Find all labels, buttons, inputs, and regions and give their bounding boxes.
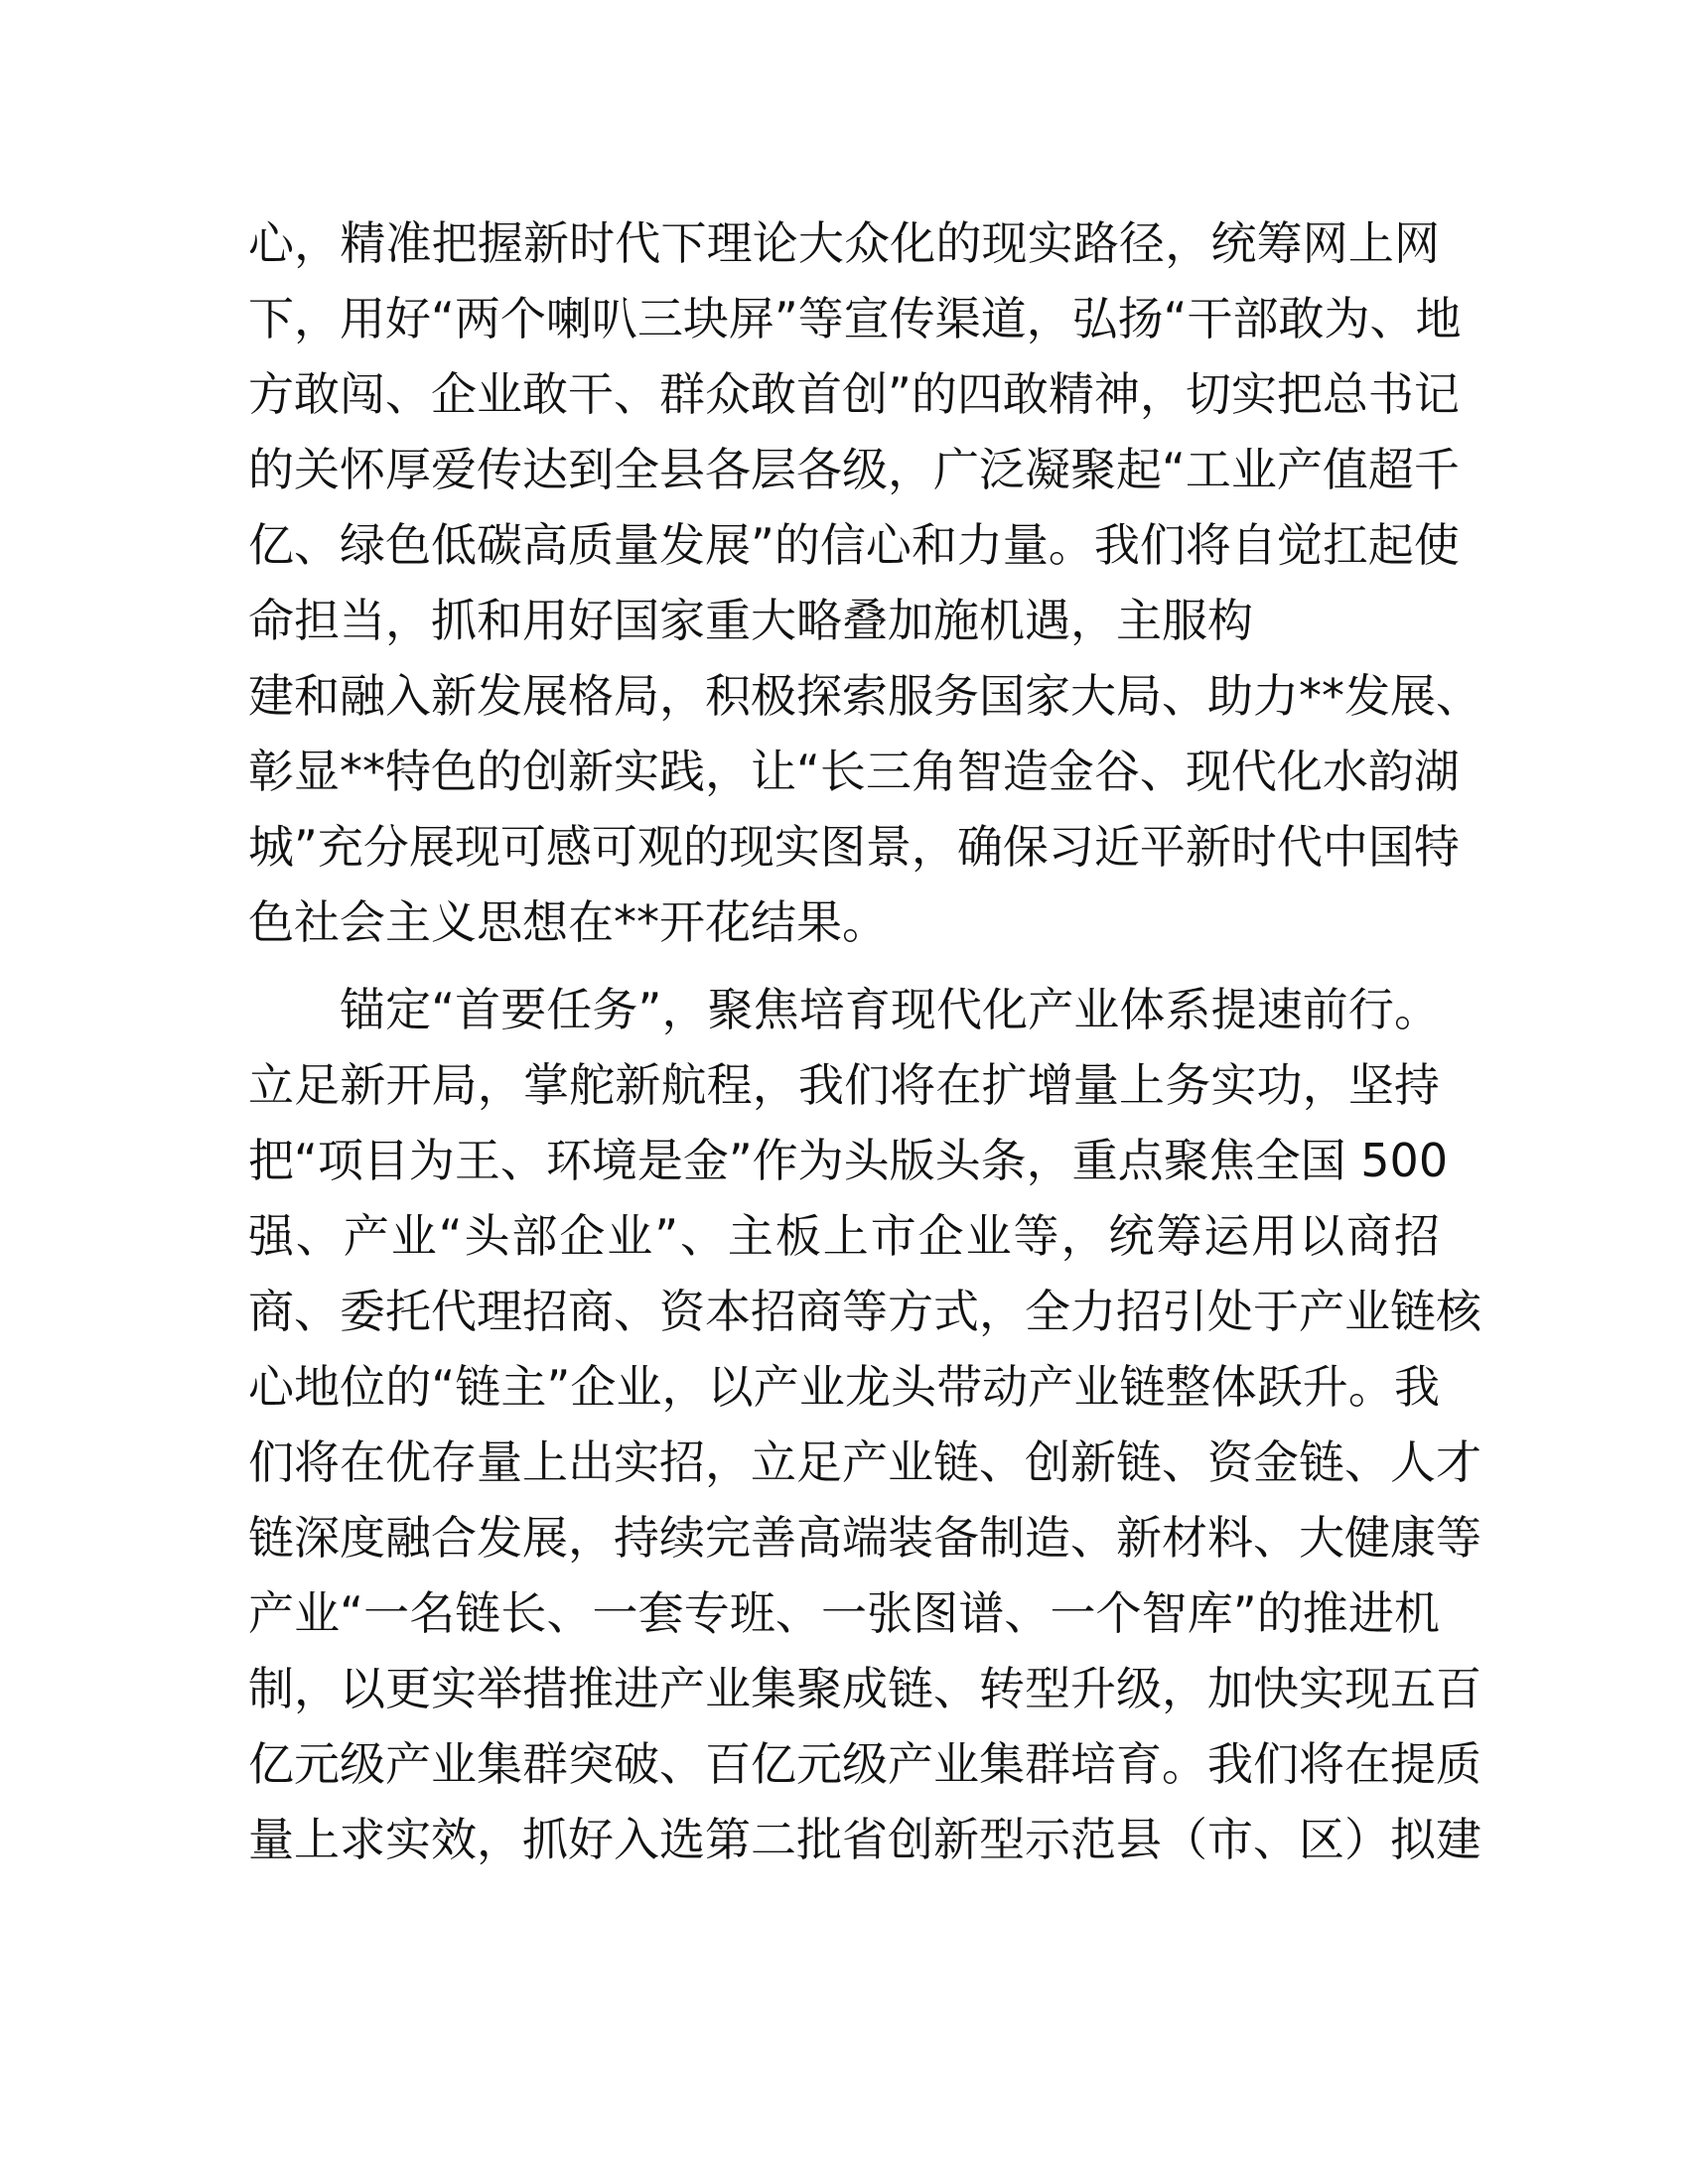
text-line: 制，以更实举措推进产业集聚成链、转型升级，加快实现五百 (248, 1662, 1481, 1715)
text-line: 锚定“首要任务”，聚焦培育现代化产业体系提速前行。 (340, 983, 1440, 1036)
text-line: 色社会主义思想在**开花结果。 (248, 895, 888, 949)
text-line: 商、委托代理招商、资本招商等方式，全力招引处于产业链核 (248, 1285, 1481, 1338)
text-line: 的关怀厚爱传达到全县各层各级，广泛凝聚起“工业产值超千 (248, 443, 1460, 496)
text-line: 心，精准把握新时代下理论大众化的现实路径，统筹网上网 (248, 216, 1440, 270)
text-line: 亿、绿色低碳高质量发展”的信心和力量。我们将自觉扛起使 (248, 518, 1460, 572)
text-line: 方敢闯、企业敢干、群众敢首创”的四敢精神，切实把总书记 (248, 367, 1460, 421)
text-line: 下，用好“两个喇叭三块屏”等宣传渠道，弘扬“干部敢为、地 (248, 292, 1462, 345)
text-line: 城”充分展现可感可观的现实图景，确保习近平新时代中国特 (248, 820, 1460, 874)
body-text (248, 205, 1481, 1877)
text-line: 们将在优存量上出实招，立足产业链、创新链、资金链、人才 (248, 1435, 1481, 1489)
text-line: 亿元级产业集群突破、百亿元级产业集群培育。我们将在提质 (248, 1737, 1481, 1791)
text-line: 立足新开局，掌舵新航程，我们将在扩增量上务实功，坚持 (248, 1058, 1440, 1112)
paragraph-spacer (248, 960, 1440, 972)
paragraph-1 (248, 205, 1481, 960)
text-line: 心地位的“链主”企业，以产业龙头带动产业链整体跃升。我 (248, 1360, 1440, 1414)
text-line: 强、产业“头部企业”、主板上市企业等，统筹运用以商招 (248, 1209, 1440, 1263)
paragraph-2 (248, 972, 1481, 1877)
text-line: 命担当，抓和用好国家重大略叠加施机遇，主服构 (248, 594, 1253, 647)
text-line: 把“项目为王、环境是金”作为头版头条，重点聚焦全国 500 (248, 1134, 1449, 1187)
text-line: 链深度融合发展，持续完善高端装备制造、新材料、大健康等 (248, 1511, 1481, 1565)
text-line: 量上求实效，抓好入选第二批省创新型示范县（市、区）拟建 (248, 1813, 1481, 1866)
text-line: 产业“一名链长、一套专班、一张图谱、一个智库”的推进机 (248, 1586, 1440, 1640)
text-line: 建和融入新发展格局，积极探索服务国家大局、助力**发展、 (248, 669, 1481, 723)
text-line: 彰显**特色的创新实践，让“长三角智造金谷、现代化水韵湖 (248, 745, 1460, 798)
